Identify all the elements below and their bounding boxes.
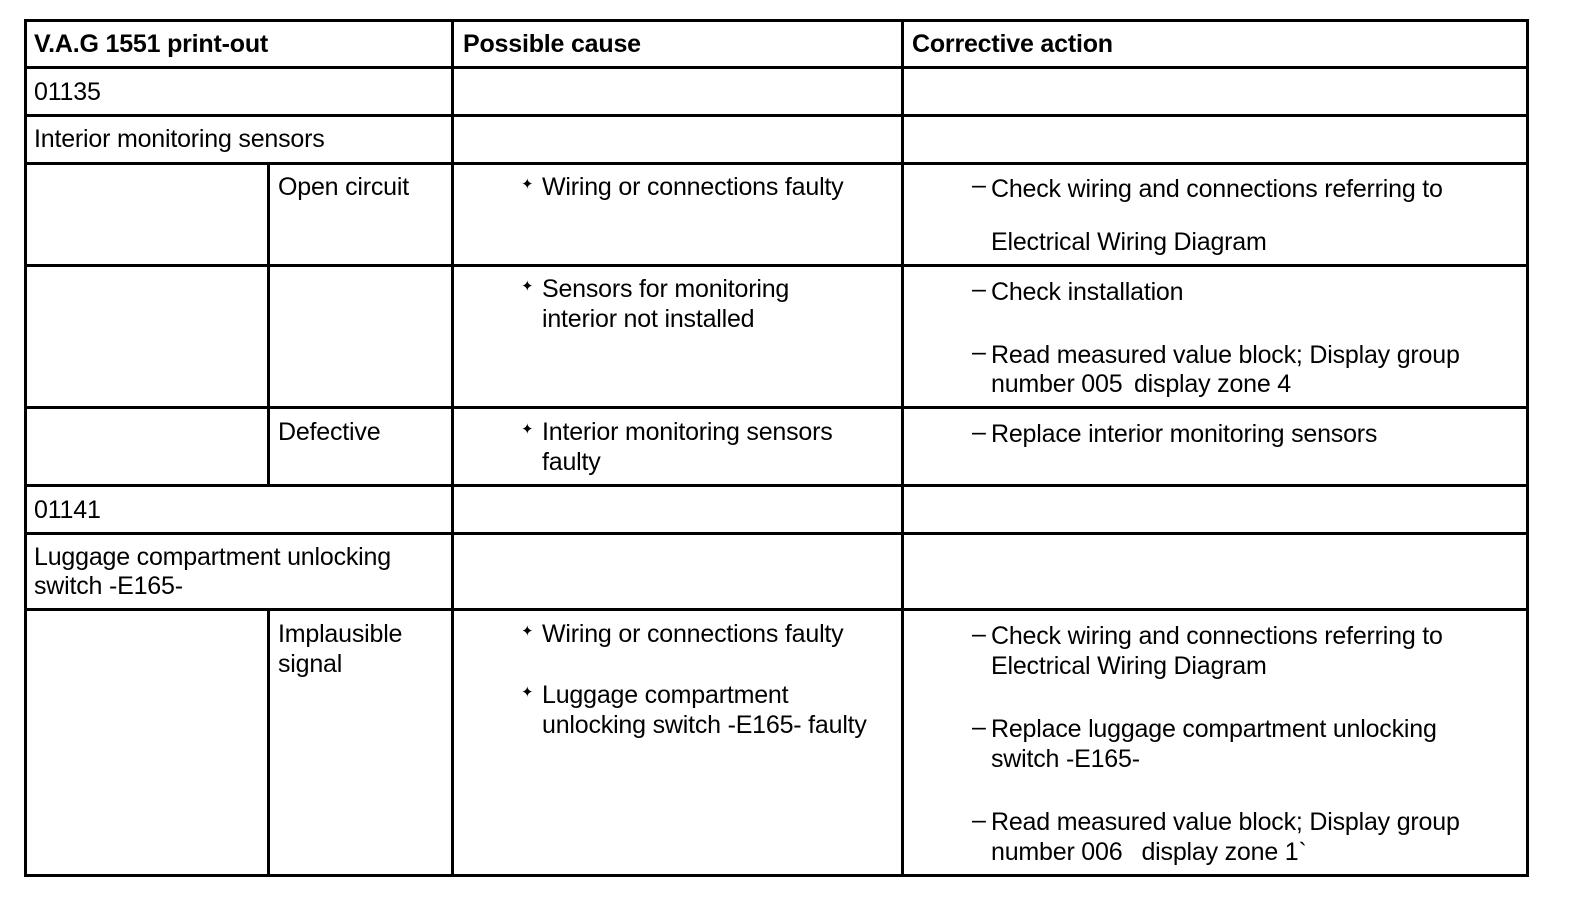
fault-code-01135: 01135 bbox=[34, 78, 101, 106]
rule-subcol-a bbox=[267, 162, 270, 486]
action-read-block-006-line1: Read measured value block; Display group bbox=[991, 808, 1460, 836]
action-check-wiring-2-line1: Check wiring and connections referring to bbox=[991, 622, 1443, 650]
rule-row7 bbox=[24, 608, 1529, 611]
dash-icon: – bbox=[972, 171, 986, 199]
rule-subcol-b bbox=[267, 608, 270, 877]
dash-icon: – bbox=[972, 713, 986, 741]
cause-wiring-faulty-2: Wiring or connections faulty bbox=[542, 620, 844, 648]
rule-row4 bbox=[24, 406, 1529, 409]
action-check-installation: Check installation bbox=[991, 278, 1184, 306]
cause-not-installed-line2: interior not installed bbox=[542, 305, 755, 333]
rule-col-cause bbox=[451, 19, 454, 877]
fault-code-01141: 01141 bbox=[34, 496, 101, 524]
dash-icon: – bbox=[972, 275, 986, 303]
rule-row6 bbox=[24, 532, 1529, 535]
rule-header bbox=[24, 66, 1529, 69]
dash-icon: – bbox=[972, 806, 986, 834]
action-check-wiring-line2: Electrical Wiring Diagram bbox=[991, 228, 1267, 256]
action-replace-switch-line1: Replace luggage compartment unlocking bbox=[991, 715, 1437, 743]
action-read-block-005-line1: Read measured value block; Display group bbox=[991, 341, 1460, 369]
rule-row1 bbox=[24, 114, 1529, 117]
component-interior-sensors: Interior monitoring sensors bbox=[34, 125, 325, 153]
rule-col-action bbox=[901, 19, 904, 877]
cause-switch-faulty-line2: unlocking switch -E165- faulty bbox=[542, 711, 867, 739]
fault-type-defective: Defective bbox=[278, 418, 381, 446]
bullet-icon: ✦ bbox=[521, 176, 534, 193]
fault-type-implausible-line1: Implausible bbox=[278, 620, 403, 648]
rule-row2 bbox=[24, 162, 1529, 165]
dash-icon: – bbox=[972, 338, 986, 366]
bullet-icon: ✦ bbox=[521, 421, 534, 438]
action-read-block-006-line2: number 006 display zone 1` bbox=[991, 838, 1307, 866]
cause-sensors-faulty-line1: Interior monitoring sensors bbox=[542, 418, 833, 446]
action-check-wiring-2-line2: Electrical Wiring Diagram bbox=[991, 652, 1267, 680]
action-replace-sensors: Replace interior monitoring sensors bbox=[991, 420, 1378, 448]
cause-sensors-faulty-line2: faulty bbox=[542, 448, 601, 476]
bullet-icon: ✦ bbox=[521, 278, 534, 295]
action-check-wiring-line1: Check wiring and connections referring to bbox=[991, 175, 1443, 203]
header-printout: V.A.G 1551 print-out bbox=[34, 30, 269, 58]
bullet-icon: ✦ bbox=[521, 623, 534, 640]
bullet-icon: ✦ bbox=[521, 684, 534, 701]
cause-not-installed-line1: Sensors for monitoring bbox=[542, 275, 790, 303]
component-luggage-switch-line1: Luggage compartment unlocking bbox=[34, 543, 391, 571]
component-luggage-switch-line2: switch -E165- bbox=[34, 572, 183, 600]
header-possible-cause: Possible cause bbox=[463, 30, 641, 58]
action-replace-switch-line2: switch -E165- bbox=[991, 745, 1140, 773]
rule-row5 bbox=[24, 484, 1529, 487]
rule-row3 bbox=[24, 264, 1529, 267]
header-corrective-action: Corrective action bbox=[912, 30, 1113, 58]
cause-switch-faulty-line1: Luggage compartment bbox=[542, 681, 789, 709]
fault-type-open-circuit: Open circuit bbox=[278, 173, 409, 201]
dash-icon: – bbox=[972, 620, 986, 648]
dash-icon: – bbox=[972, 418, 986, 446]
fault-type-implausible-line2: signal bbox=[278, 650, 343, 678]
cause-wiring-faulty: Wiring or connections faulty bbox=[542, 173, 844, 201]
action-read-block-005-line2: number 005 display zone 4 bbox=[991, 370, 1292, 398]
